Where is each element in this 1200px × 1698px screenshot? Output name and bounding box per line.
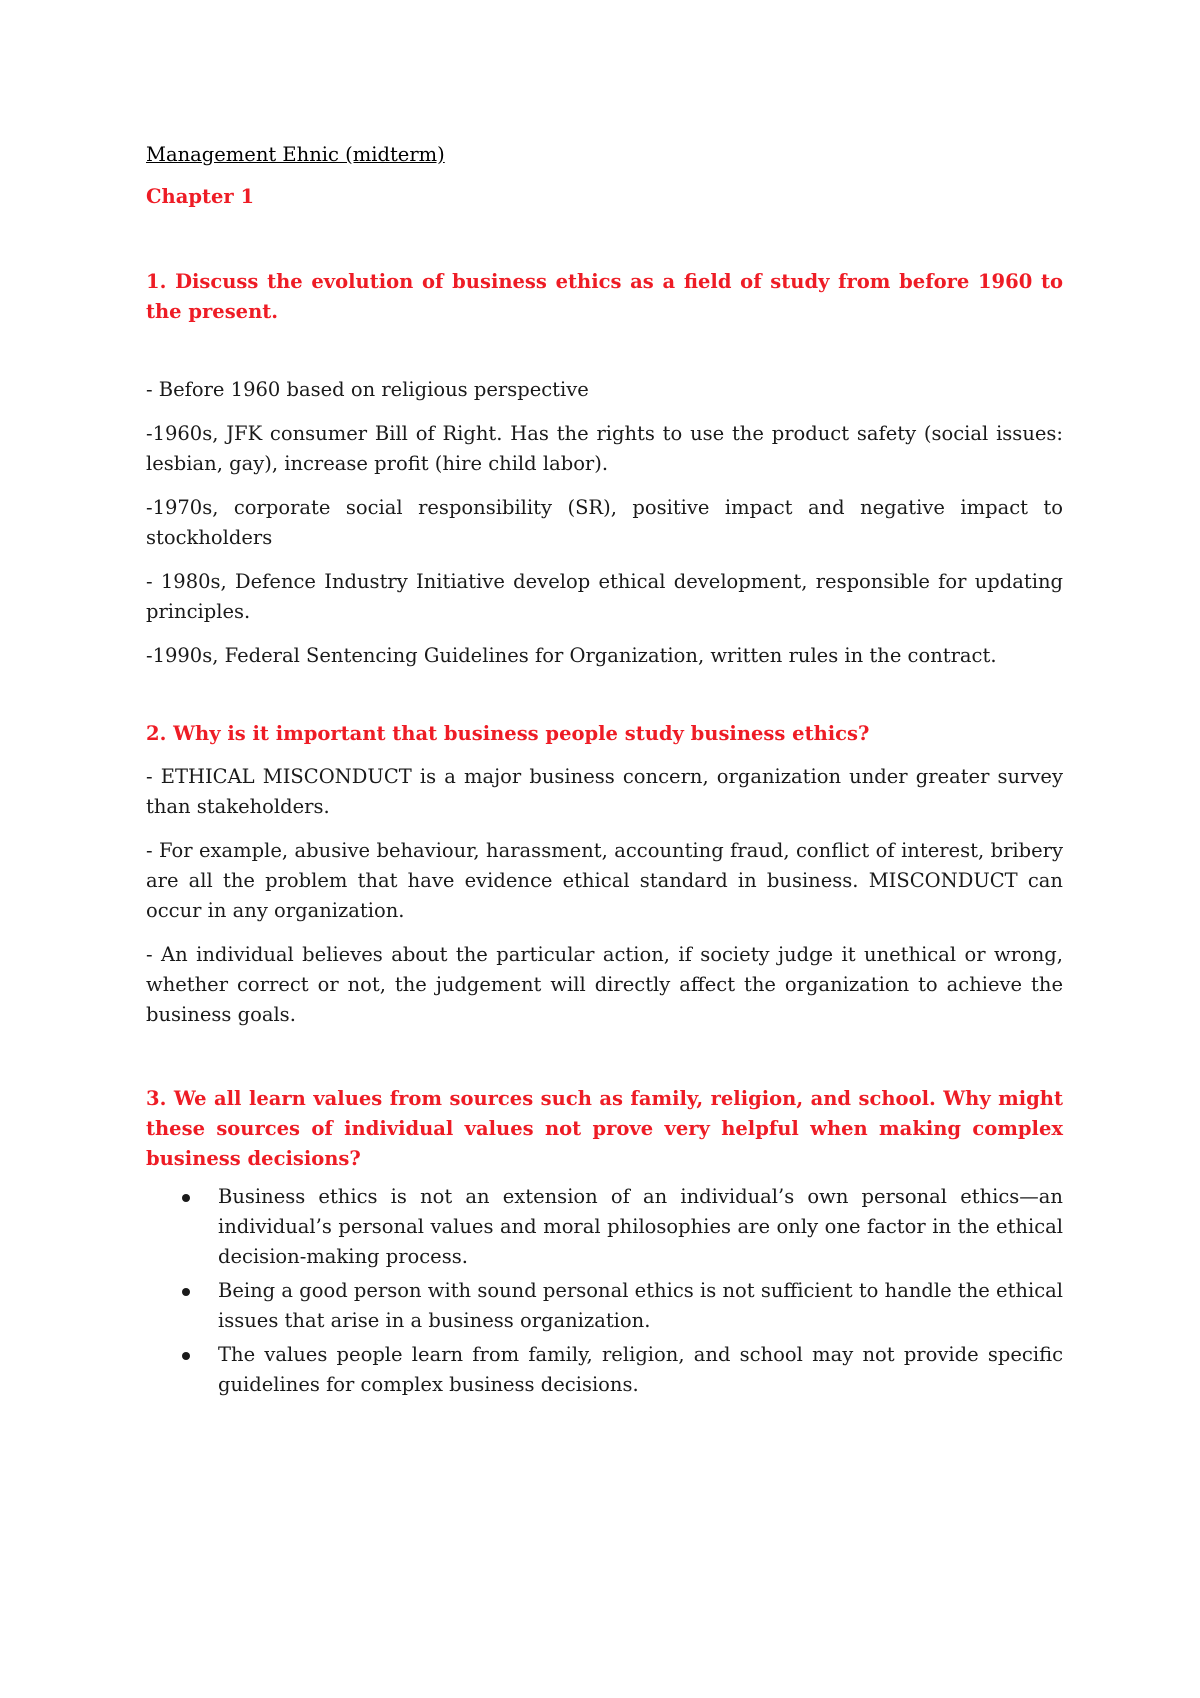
question-2-section <box>146 719 1063 1030</box>
question-3-section <box>146 1084 1063 1400</box>
bullet-dot-icon <box>182 1352 190 1360</box>
question-1-section <box>146 267 1063 671</box>
document-title: Management Ehnic (midterm) <box>146 143 445 166</box>
chapter-heading: Chapter 1 <box>146 185 255 208</box>
bullet-item <box>146 1182 1063 1272</box>
bullet-dot-icon <box>182 1288 190 1296</box>
answer-paragraph: - ETHICAL MISCONDUCT is a major business concern, organization under greater survey than stakeholders. <box>146 765 1063 818</box>
answer-paragraph: - For example, abusive behaviour, harassment, accounting fraud, conflict of interest, bribery are all the problem that have evidence ethical standard in business. MISCONDUCT can occur in any organization. <box>146 839 1063 922</box>
bullet-text: Being a good person with sound personal ethics is not sufficient to handle the ethical issues that arise in a business organization. <box>218 1279 1063 1332</box>
question-2-heading: 2. Why is it important that business people study business ethics? <box>146 722 870 745</box>
document-body <box>146 140 1063 1404</box>
answer-paragraph: - An individual believes about the particular action, if society judge it unethical or wrong, whether correct or not, the judgement will directly affect the organization to achieve the business goals. <box>146 943 1063 1026</box>
bullet-text: The values people learn from family, religion, and school may not provide specific guidelines for complex business decisions. <box>218 1343 1063 1396</box>
bullet-item <box>146 1276 1063 1336</box>
answer-paragraph: - 1980s, Defence Industry Initiative develop ethical development, responsible for updating principles. <box>146 570 1063 623</box>
bullet-item <box>146 1340 1063 1400</box>
question-3-heading: 3. We all learn values from sources such as family, religion, and school. Why might these sources of individual values not prove very helpful when making complex business decisions? <box>146 1087 1063 1170</box>
question-1-heading: 1. Discuss the evolution of business ethics as a field of study from before 1960 to the present. <box>146 270 1063 323</box>
answer-paragraph: - Before 1960 based on religious perspective <box>146 378 589 401</box>
answer-paragraph: -1960s, JFK consumer Bill of Right. Has the rights to use the product safety (social issues: lesbian, gay), increase profit (hire child labor). <box>146 422 1063 475</box>
answer-paragraph: -1970s, corporate social responsibility (SR), positive impact and negative impact to stockholders <box>146 496 1063 549</box>
bullet-dot-icon <box>182 1194 190 1202</box>
bullet-list <box>146 1182 1063 1400</box>
bullet-text: Business ethics is not an extension of an individual’s own personal ethics—an individual’s personal values and moral philosophies are only one factor in the ethical decision-making process. <box>218 1185 1063 1268</box>
answer-paragraph: -1990s, Federal Sentencing Guidelines for Organization, written rules in the contract. <box>146 644 997 667</box>
